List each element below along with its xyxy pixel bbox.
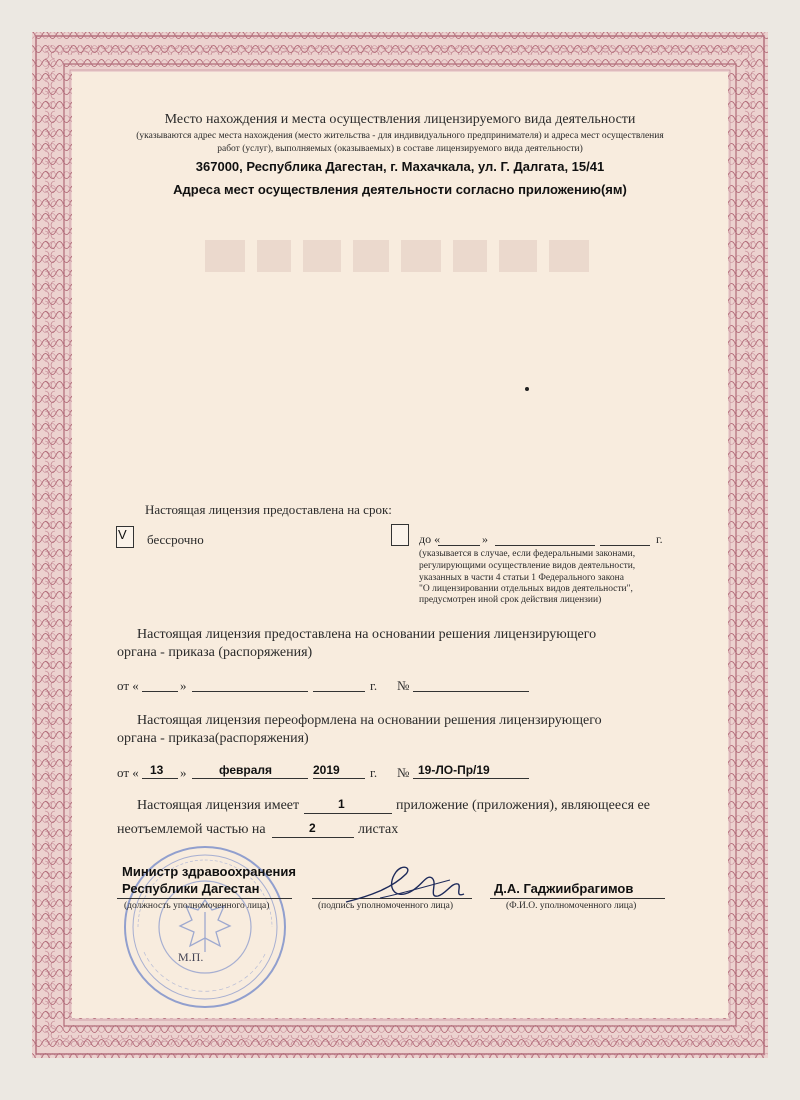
basis-from-mid: » xyxy=(180,678,187,693)
appendix-sheets-line xyxy=(272,837,354,838)
header-note-2: работ (услуг), выполняемых (оказываемых) в составе лицензируемого вида деятельности) xyxy=(217,144,583,154)
name-line xyxy=(490,898,665,899)
unlimited-label: бессрочно xyxy=(147,532,204,547)
until-checkbox xyxy=(391,524,409,546)
appendix-text-1: Настоящая лицензия имеет xyxy=(137,798,300,813)
basis-num-prefix: № xyxy=(397,678,410,693)
reissue-day: 13 xyxy=(150,763,164,777)
signer-name: Д.А. Гаджиибрагимов xyxy=(494,881,634,896)
signature-caption: (подпись уполномоченного лица) xyxy=(318,901,454,911)
unlimited-checkbox xyxy=(116,526,134,548)
name-caption: (Ф.И.О. уполномоченного лица) xyxy=(506,901,637,911)
until-day-line xyxy=(438,545,480,546)
until-suffix: г. xyxy=(656,532,663,546)
until-mid: » xyxy=(482,532,488,546)
until-note-5: предусмотрен иной срок действия лицензии) xyxy=(419,595,602,605)
until-month-line xyxy=(495,545,595,546)
until-year-line xyxy=(600,545,650,546)
basis-day-line xyxy=(142,691,178,692)
signer-position-2: Республики Дагестан xyxy=(122,881,260,896)
basis-year-line xyxy=(313,691,365,692)
appendix-count: 1 xyxy=(338,797,345,811)
reissue-num-prefix: № xyxy=(397,765,410,780)
show-through-decoration xyxy=(205,232,605,280)
appendix-sheets: 2 xyxy=(309,821,316,835)
basis-number-line xyxy=(413,691,529,692)
reissue-from-mid: » xyxy=(180,765,187,780)
until-note-3: указанных в части 4 статьи 1 Федерального закона xyxy=(419,573,624,583)
reissue-from-prefix: от « xyxy=(117,765,139,780)
appendix-text-3: неотъемлемой частью на xyxy=(117,822,266,837)
until-note-1: (указывается в случае, если федеральными законами, xyxy=(419,549,636,559)
header-note-1: (указываются адрес места нахождения (место жительства - для индивидуального предпринимателя) и адреса мест осуществления xyxy=(136,131,664,141)
appendix-text-2: приложение (приложения), являющееся ее xyxy=(396,798,650,813)
address: 367000, Республика Дагестан, г. Махачкала, ул. Г. Далгата, 15/41 xyxy=(195,159,605,174)
appendix-text-4: листах xyxy=(358,822,399,837)
reissue-line-2: органа - приказа(распоряжения) xyxy=(117,731,309,746)
reissue-year: 2019 xyxy=(313,763,340,777)
basis-line-1: Настоящая лицензия предоставлена на основании решения лицензирующего xyxy=(137,627,597,642)
stamp-label: М.П. xyxy=(178,950,204,964)
reissue-line-1: Настоящая лицензия переоформлена на основании решения лицензирующего xyxy=(137,713,602,728)
until-prefix: до « xyxy=(419,532,441,546)
unlimited-checkmark: V xyxy=(118,527,127,542)
reissue-day-line xyxy=(142,778,178,779)
position-caption: (должность уполномоченного лица) xyxy=(124,901,270,911)
signer-position-1: Министр здравоохранения xyxy=(122,864,296,879)
basis-year-suffix: г. xyxy=(370,678,378,693)
appendix-count-line xyxy=(304,813,392,814)
reissue-number: 19-ЛО-Пр/19 xyxy=(418,763,490,777)
reissue-year-line xyxy=(313,778,365,779)
addresses-note: Адреса мест осуществления деятельности согласно приложению(ям) xyxy=(173,182,627,197)
reissue-month-line xyxy=(192,778,308,779)
basis-line-2: органа - приказа (распоряжения) xyxy=(117,645,313,660)
reissue-year-suffix: г. xyxy=(370,765,378,780)
reissue-month: февраля xyxy=(219,763,273,777)
basis-from-prefix: от « xyxy=(117,678,139,693)
term-label: Настоящая лицензия предоставлена на срок: xyxy=(145,502,392,517)
basis-month-line xyxy=(192,691,308,692)
ink-dot xyxy=(525,387,529,391)
until-note-4: "О лицензировании отдельных видов деятельности", xyxy=(419,584,633,594)
header-title: Место нахождения и места осуществления лицензируемого вида деятельности xyxy=(164,112,636,127)
position-line xyxy=(117,898,292,899)
until-note-2: регулирующими осуществление видов деятельности, xyxy=(419,561,636,571)
reissue-number-line xyxy=(413,778,529,779)
